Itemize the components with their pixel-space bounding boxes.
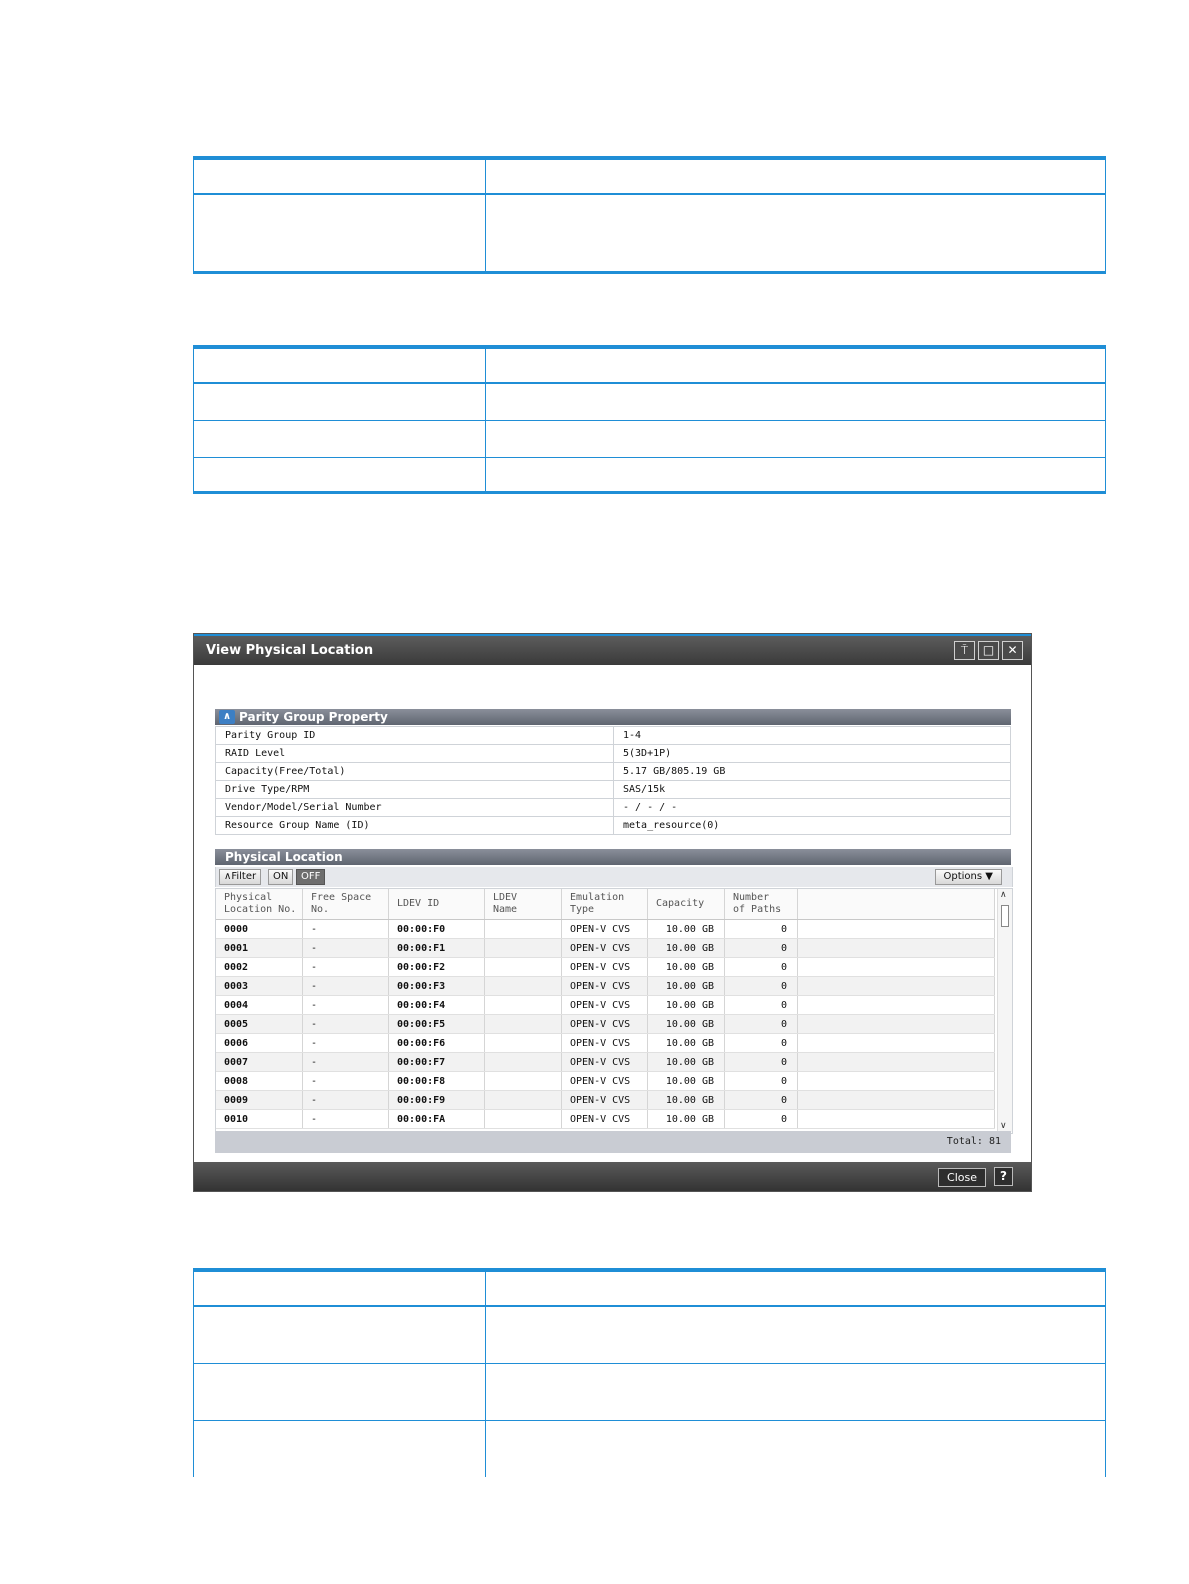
number-of-paths-cell: 0 [725,1110,798,1129]
ldev-id-cell: 00:00:F5 [389,1015,485,1034]
column-header-line2: of Paths [733,904,782,915]
physical-location-no-cell: 0010 [216,1110,303,1129]
property-label: RAID Level [216,745,614,763]
ldev-id-cell: 00:00:F4 [389,996,485,1015]
location-panel-title: Physical Location [225,850,343,864]
free-space-no-cell: - [303,939,389,958]
ldev-name-cell [485,1091,562,1110]
help-button[interactable]: ? [994,1167,1013,1186]
property-value: 5(3D+1P) [614,745,1011,763]
filter-on-button[interactable]: ON [268,869,293,885]
capacity-cell: 10.00 GB [648,1091,725,1110]
capacity-cell: 10.00 GB [648,996,725,1015]
parity-panel-title: Parity Group Property [239,710,388,724]
property-row [216,745,1011,763]
physical-location-no-cell: 0005 [216,1015,303,1034]
physical-location-no-cell: 0003 [216,977,303,996]
physical-location-header [215,849,1011,865]
ldev-name-cell [485,1034,562,1053]
pin-icon[interactable]: ⍑ [954,641,975,660]
emulation-type-cell: OPEN-V CVS [562,920,648,939]
number-of-paths-cell: 0 [725,920,798,939]
column-header-line1: LDEV [493,892,518,903]
ldev-name-cell [485,939,562,958]
property-row [216,817,1011,835]
chevron-down-icon: ▼ [985,871,993,882]
capacity-cell: 10.00 GB [648,1072,725,1091]
physical-location-no-cell: 0006 [216,1034,303,1053]
number-of-paths-cell: 0 [725,939,798,958]
emulation-type-cell: OPEN-V CVS [562,977,648,996]
ldev-id-cell: 00:00:F7 [389,1053,485,1072]
ldev-id-cell: 00:00:F2 [389,958,485,977]
physical-location-no-cell: 0004 [216,996,303,1015]
table-row[interactable] [216,1091,995,1110]
close-icon[interactable]: ✕ [1002,641,1023,660]
physical-location-no-cell: 0008 [216,1072,303,1091]
column-header[interactable] [303,889,389,920]
ldev-name-cell [485,977,562,996]
ldev-name-cell [485,1053,562,1072]
ldev-name-cell [485,920,562,939]
doc-table-3 [193,1268,1106,1477]
filler-cell [798,996,995,1015]
emulation-type-cell: OPEN-V CVS [562,1034,648,1053]
property-value: SAS/15k [614,781,1011,799]
free-space-no-cell: - [303,1053,389,1072]
ldev-id-cell: 00:00:F9 [389,1091,485,1110]
column-header[interactable] [389,889,485,920]
number-of-paths-cell: 0 [725,958,798,977]
free-space-no-cell: - [303,1110,389,1129]
ldev-id-cell: 00:00:F6 [389,1034,485,1053]
filler-cell [798,1110,995,1129]
property-row [216,727,1011,745]
physical-location-no-cell: 0009 [216,1091,303,1110]
column-header-line1: Free Space [311,892,372,903]
filler-cell [798,939,995,958]
dialog-bottombar [194,1162,1031,1191]
filler-cell [798,958,995,977]
doc-table-2 [193,345,1106,494]
options-button[interactable]: Options ▼ [935,869,1002,885]
property-label: Vendor/Model/Serial Number [216,799,614,817]
grid-footer [215,1131,1011,1153]
capacity-cell: 10.00 GB [648,977,725,996]
capacity-cell: 10.00 GB [648,920,725,939]
filler-cell [798,1015,995,1034]
number-of-paths-cell: 0 [725,1091,798,1110]
column-header-line2: Name [493,904,518,915]
filler-cell [798,1072,995,1091]
free-space-no-cell: - [303,977,389,996]
free-space-no-cell: - [303,1015,389,1034]
property-value: 1-4 [614,727,1011,745]
property-row [216,763,1011,781]
ldev-id-cell: 00:00:F1 [389,939,485,958]
number-of-paths-cell: 0 [725,996,798,1015]
filler-cell [798,1091,995,1110]
filler-cell [798,1053,995,1072]
column-header-line2: Type [570,904,595,915]
column-header-line1: LDEV ID [397,898,440,909]
filler-cell [798,977,995,996]
free-space-no-cell: - [303,1034,389,1053]
column-header-filler [798,889,995,920]
column-header-line1: Capacity [656,898,705,909]
property-value: 5.17 GB/805.19 GB [614,763,1011,781]
scroll-down-icon[interactable]: ∨ [1000,1121,1007,1131]
capacity-cell: 10.00 GB [648,1110,725,1129]
column-header[interactable] [562,889,648,920]
free-space-no-cell: - [303,1091,389,1110]
number-of-paths-cell: 0 [725,977,798,996]
free-space-no-cell: - [303,996,389,1015]
filter-off-button[interactable]: OFF [296,869,325,885]
table-row[interactable] [216,996,995,1015]
column-header-line1: Number [733,892,770,903]
parity-group-property-table [215,726,1011,835]
doc-table-1 [193,156,1106,274]
property-label: Drive Type/RPM [216,781,614,799]
total-count: Total: 81 [946,1136,1001,1147]
dialog-titlebar[interactable] [194,634,1031,665]
physical-location-grid [215,888,1013,1134]
ldev-name-cell [485,1015,562,1034]
table-row[interactable] [216,1110,995,1129]
ldev-id-cell: 00:00:F8 [389,1072,485,1091]
capacity-cell: 10.00 GB [648,1015,725,1034]
ldev-name-cell [485,958,562,977]
emulation-type-cell: OPEN-V CVS [562,996,648,1015]
number-of-paths-cell: 0 [725,1015,798,1034]
physical-location-no-cell: 0001 [216,939,303,958]
emulation-type-cell: OPEN-V CVS [562,1110,648,1129]
emulation-type-cell: OPEN-V CVS [562,939,648,958]
capacity-cell: 10.00 GB [648,939,725,958]
emulation-type-cell: OPEN-V CVS [562,1091,648,1110]
column-header[interactable] [216,889,303,920]
table-row[interactable] [216,1034,995,1053]
free-space-no-cell: - [303,958,389,977]
free-space-no-cell: - [303,1072,389,1091]
column-header[interactable] [648,889,725,920]
ldev-name-cell [485,1072,562,1091]
table-row[interactable] [216,1015,995,1034]
close-button[interactable]: Close [938,1168,986,1187]
collapse-icon[interactable]: ∧ [219,710,235,724]
dialog-title: View Physical Location [206,643,374,658]
physical-location-no-cell: 0000 [216,920,303,939]
ldev-id-cell: 00:00:FA [389,1110,485,1129]
column-header-line2: Location No. [224,904,297,915]
table-row[interactable] [216,958,995,977]
property-value: - / - / - [614,799,1011,817]
number-of-paths-cell: 0 [725,1053,798,1072]
maximize-icon[interactable]: □ [978,641,999,660]
property-label: Capacity(Free/Total) [216,763,614,781]
column-header-line1: Physical [224,892,273,903]
table-row[interactable] [216,1072,995,1091]
emulation-type-cell: OPEN-V CVS [562,1015,648,1034]
table-row[interactable] [216,977,995,996]
property-row [216,781,1011,799]
emulation-type-cell: OPEN-V CVS [562,958,648,977]
scroll-up-icon[interactable]: ∧ [1000,890,1007,900]
property-row [216,799,1011,817]
column-header[interactable] [725,889,798,920]
physical-location-no-cell: 0007 [216,1053,303,1072]
free-space-no-cell: - [303,920,389,939]
view-physical-location-dialog [193,633,1032,1192]
ldev-id-cell: 00:00:F0 [389,920,485,939]
scroll-thumb[interactable] [1001,905,1009,927]
number-of-paths-cell: 0 [725,1034,798,1053]
property-label: Parity Group ID [216,727,614,745]
table-row[interactable] [216,1053,995,1072]
filter-toolbar [215,867,1013,887]
filter-button[interactable]: ∧Filter [219,869,261,885]
capacity-cell: 10.00 GB [648,1053,725,1072]
vertical-scrollbar[interactable] [997,889,1012,1132]
ldev-id-cell: 00:00:F3 [389,977,485,996]
number-of-paths-cell: 0 [725,1072,798,1091]
property-label: Resource Group Name (ID) [216,817,614,835]
property-value: meta_resource(0) [614,817,1011,835]
filler-cell [798,920,995,939]
emulation-type-cell: OPEN-V CVS [562,1072,648,1091]
filler-cell [798,1034,995,1053]
column-header-line1: Emulation [570,892,625,903]
physical-location-no-cell: 0002 [216,958,303,977]
column-header[interactable] [485,889,562,920]
emulation-type-cell: OPEN-V CVS [562,1053,648,1072]
column-header-line2: No. [311,904,330,915]
ldev-name-cell [485,1110,562,1129]
parity-group-property-header [215,709,1011,725]
table-row[interactable] [216,920,995,939]
capacity-cell: 10.00 GB [648,958,725,977]
table-row[interactable] [216,939,995,958]
capacity-cell: 10.00 GB [648,1034,725,1053]
ldev-name-cell [485,996,562,1015]
